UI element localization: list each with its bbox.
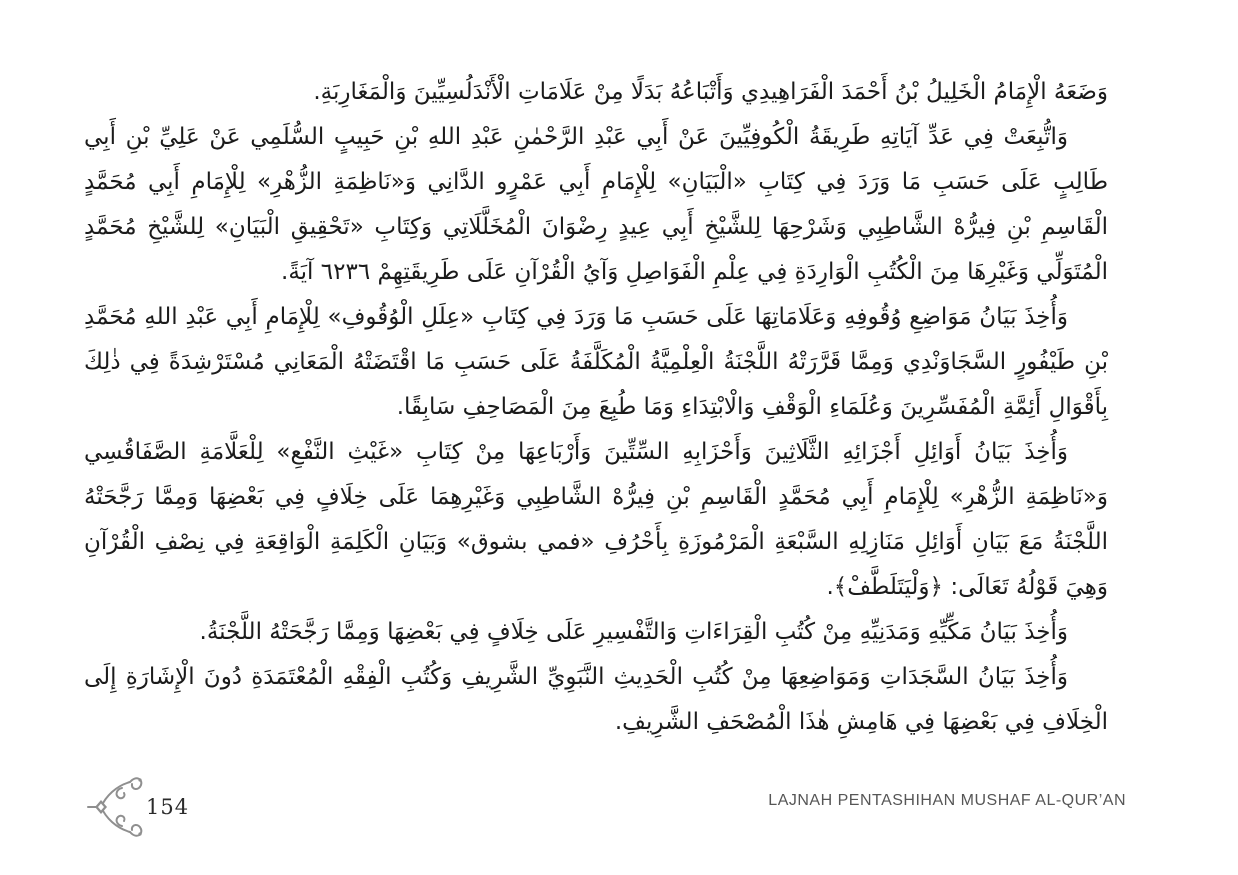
- footer-left-group: [86, 772, 189, 842]
- arabic-paragraph: وَأُخِذَ بَيَانُ السَّجَدَاتِ وَمَوَاضِعِهَا مِنْ كُتُبِ الْحَدِيثِ النَّبَوِيِّ الشَّرِيفِ وَكُتُبِ الْفِقْهِ الْمُعْتَمَدَةِ دُونَ الْإِشَارَةِ إِلَى الْخِلَافِ فِي بَعْضِهَا فِي هَامِشِ هٰذَا الْمُصْحَفِ الشَّرِيفِ.: [84, 664, 1108, 735]
- floral-bracket-ornament-icon: [86, 772, 144, 842]
- arabic-paragraph: وَأُخِذَ بَيَانُ أَوَائِلِ أَجْزَائِهِ الثَّلَاثِينَ وَأَحْزَابِهِ السِّتِّينَ وَأَرْبَاعِهَا مِنْ كِتَابِ «غَيْثِ النَّفْعِ» لِلْعَلَّامَةِ الصَّفَاقُسِي وَ«نَاظِمَةِ الزُّهْرِ» لِلْإِمَامِ أَبِي مُحَمَّدٍ الْقَاسِمِ بْنِ فِيرُّهْ الشَّاطِبِي وَغَيْرِهِمَا عَلَى خِلَافٍ فِي بَعْضِهَا وَمِمَّا رَجَّحَتْهُ اللَّجْنَةُ مَعَ بَيَانِ أَوَائِلِ مَنَازِلِهِ السَّبْعَةِ الْمَرْمُوزَةِ بِأَحْرُفِ «فمي بشوق» وَبَيَانِ الْكَلِمَةِ الْوَاقِعَةِ فِي نِصْفِ الْقُرْآنِ وَهِيَ قَوْلُهُ تَعَالَى: ﴿وَلْيَتَلَطَّفْ﴾.: [84, 439, 1108, 600]
- page-footer: [0, 770, 1238, 850]
- arabic-text-block: [84, 70, 1108, 745]
- page-number: 154: [146, 795, 190, 819]
- arabic-paragraph: وَاتُّبِعَتْ فِي عَدِّ آيَاتِهِ طَرِيقَةُ الْكُوفِيِّينَ عَنْ أَبِي عَبْدِ الرَّحْمٰنِ عَبْدِ اللهِ بْنِ حَبِيبٍ السُّلَمِي عَنْ عَلِيِّ بْنِ أَبِي طَالِبٍ عَلَى حَسَبِ مَا وَرَدَ فِي كِتَابِ «الْبَيَانِ» لِلْإِمَامِ أَبِي عَمْرٍو الدَّانِي وَ«نَاظِمَةِ الزُّهْرِ» لِلْإِمَامِ أَبِي مُحَمَّدٍ الْقَاسِمِ بْنِ فِيرُّهْ الشَّاطِبِي وَشَرْحِهَا لِلشَّيْخِ أَبِي عِيدٍ رِضْوَانَ الْمُخَلَّلَاتِي وَكِتَابِ «تَحْقِيقِ الْبَيَانِ» لِلشَّيْخِ مُحَمَّدٍ الْمُتَوَلِّي وَغَيْرِهَا مِنَ الْكُتُبِ الْوَارِدَةِ فِي عِلْمِ الْفَوَاصِلِ وَآيُ الْقُرْآنِ عَلَى طَرِيقَتِهِمْ ٦٢٣٦ آيَةً.: [84, 124, 1108, 285]
- arabic-paragraph: وَضَعَهُ الْإِمَامُ الْخَلِيلُ بْنُ أَحْمَدَ الْفَرَاهِيدِي وَأَتْبَاعُهُ بَدَلًا مِنْ عَلَامَاتِ الْأَنْدَلُسِيِّينَ وَالْمَغَارِبَةِ.: [313, 79, 1108, 105]
- publisher-label: LAJNAH PENTASHIHAN MUSHAF AL-QUR’AN: [768, 792, 1126, 809]
- arabic-paragraph: وَأُخِذَ بَيَانُ مَوَاضِعِ وُقُوفِهِ وَعَلَامَاتِهَا عَلَى حَسَبِ مَا وَرَدَ فِي كِتَابِ «عِلَلِ الْوُقُوفِ» لِلْإِمَامِ أَبِي عَبْدِ اللهِ مُحَمَّدِ بْنِ طَيْفُورٍ السَّجَاوَنْدِي وَمِمَّا قَرَّرَتْهُ اللَّجْنَةُ الْعِلْمِيَّةُ الْمُكَلَّفَةُ عَلَى حَسَبِ مَا اقْتَضَتْهُ الْمَعَانِي مُسْتَرْشِدَةً فِي ذٰلِكَ بِأَقْوَالِ أَئِمَّةِ الْمُفَسِّرِينَ وَعُلَمَاءِ الْوَقْفِ وَالْابْتِدَاءِ وَمَا طُبِعَ مِنَ الْمَصَاحِفِ سَابِقًا.: [84, 304, 1108, 420]
- arabic-paragraph: وَأُخِذَ بَيَانُ مَكِّيِّهِ وَمَدَنِيِّهِ مِنْ كُتُبِ الْقِرَاءَاتِ وَالتَّفْسِيرِ عَلَى خِلَافٍ فِي بَعْضِهَا وَمِمَّا رَجَّحَتْهُ اللَّجْنَةُ.: [199, 619, 1068, 645]
